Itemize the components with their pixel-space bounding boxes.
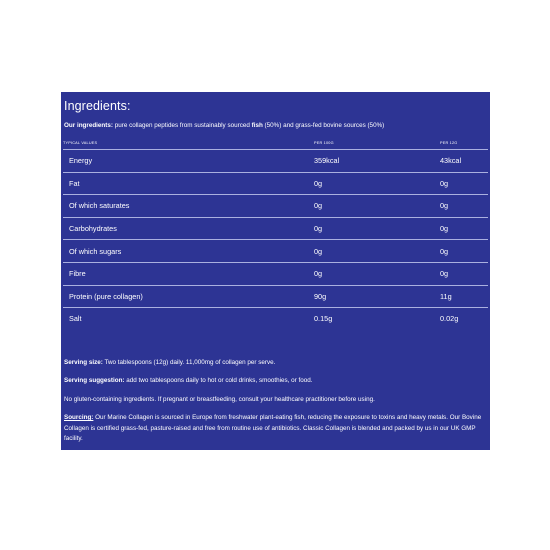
- serving-suggestion: [64, 376, 488, 387]
- value-per-12g: 43kcal: [440, 150, 488, 173]
- value-per-100g: 90g: [314, 285, 440, 308]
- ingredients-fish: fish: [251, 122, 263, 129]
- table-row: [63, 150, 488, 173]
- header-typical-values: TYPICAL VALUES: [63, 141, 314, 150]
- panel-title: Ingredients:: [64, 99, 131, 113]
- ingredients-text-1: pure collagen peptides from sustainably sourced: [112, 122, 252, 129]
- nutrition-panel: [61, 92, 490, 450]
- header-per-12g: PER 12G: [440, 141, 488, 150]
- ingredients-text-2: (50%) and grass-fed bovine sources (50%): [262, 122, 385, 129]
- serving-suggestion-label: Serving suggestion:: [64, 377, 125, 385]
- table-row: [63, 262, 488, 285]
- sourcing-text: Our Marine Collagen is sourced in Europe from freshwater plant-eating fish, reducing the exposure to toxins and heavy metals. Our Bovine Collagen is certified grass-fed, pasture-raised and free from routine use of antibiotics. Classic Collagen is blended and packed by us in our UK GMP facility.: [64, 414, 482, 443]
- value-per-100g: 0g: [314, 172, 440, 195]
- value-per-12g: 0g: [440, 240, 488, 263]
- notes-section: [63, 358, 488, 445]
- table-row: [63, 240, 488, 263]
- nutrient-name: Energy: [63, 150, 314, 173]
- header-per-100g: PER 100G: [314, 141, 440, 150]
- table-row: [63, 217, 488, 240]
- gluten-note: No gluten-containing ingredients. If pregnant or breastfeeding, consult your healthcare practitioner before using.: [64, 395, 375, 403]
- value-per-100g: 0.15g: [314, 314, 333, 324]
- serving-size-label: Serving size:: [64, 358, 103, 366]
- table-row: [63, 172, 488, 195]
- serving-suggestion-text: add two tablespoons daily to hot or cold drinks, smoothies, or food.: [124, 377, 313, 385]
- nutrient-name: Of which sugars: [63, 240, 314, 263]
- nutrition-table: [63, 141, 488, 330]
- table-row: [63, 195, 488, 218]
- sourcing: [64, 413, 488, 445]
- value-per-12g: 0.02g: [440, 314, 459, 324]
- sourcing-label: Sourcing:: [64, 414, 94, 422]
- value-per-100g: 0g: [314, 240, 440, 263]
- value-per-12g: 0g: [440, 217, 488, 240]
- value-per-100g: 0g: [314, 262, 440, 285]
- table-header-row: [63, 141, 488, 150]
- nutrient-name: Of which saturates: [63, 195, 314, 218]
- value-per-100g: 359kcal: [314, 150, 440, 173]
- nutrient-name: Fat: [63, 172, 314, 195]
- table-row: [63, 285, 488, 308]
- nutrient-name: Salt: [69, 314, 82, 324]
- ingredients-label: Our ingredients:: [64, 122, 113, 129]
- nutrient-name: Protein (pure collagen): [63, 285, 314, 308]
- ingredients-line: [64, 122, 488, 129]
- nutrient-name: Fibre: [63, 262, 314, 285]
- nutrient-name: Carbohydrates: [63, 217, 314, 240]
- value-per-12g: 0g: [440, 195, 488, 218]
- value-per-12g: 0g: [440, 172, 488, 195]
- value-per-12g: 11g: [440, 285, 488, 308]
- serving-size-text: Two tablespoons (12g) daily. 11,000mg of collagen per serve.: [102, 358, 276, 366]
- table-row: [63, 308, 488, 330]
- value-per-100g: 0g: [314, 195, 440, 218]
- value-per-100g: 0g: [314, 217, 440, 240]
- serving-size: [64, 358, 488, 369]
- value-per-12g: 0g: [440, 262, 488, 285]
